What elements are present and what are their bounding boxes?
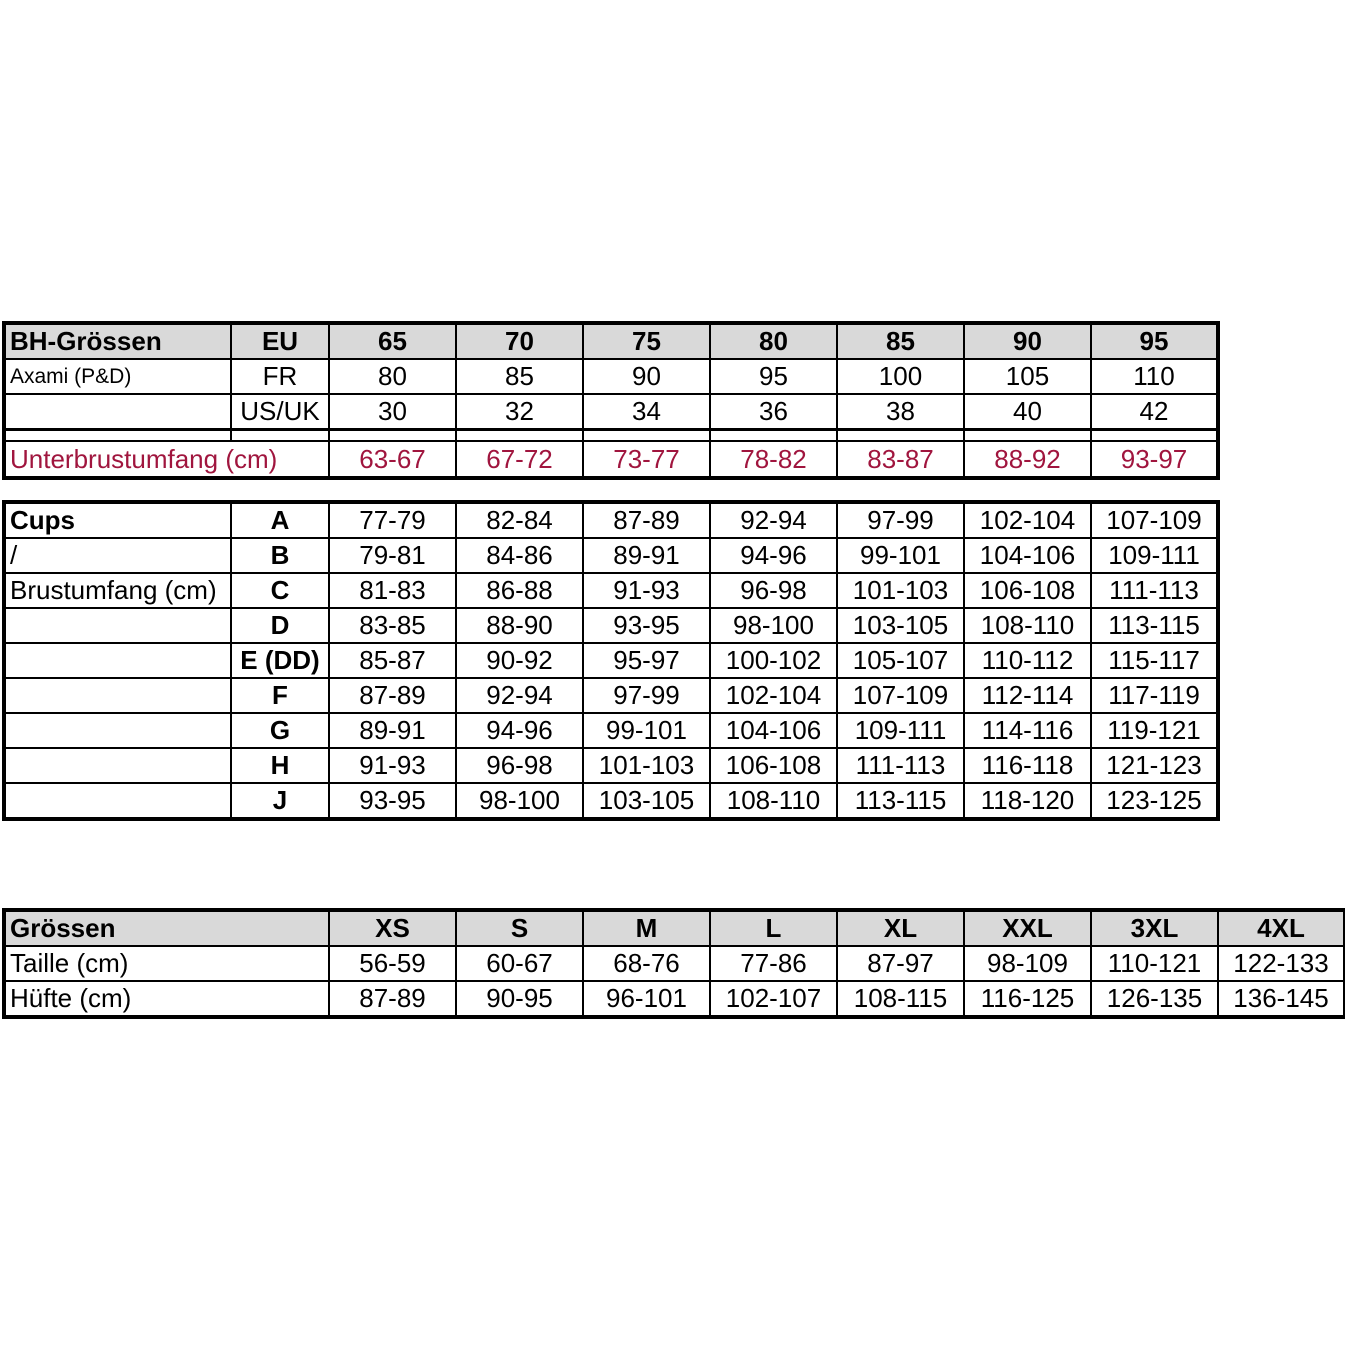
bust-range-cell: 115-117: [1091, 643, 1218, 678]
bust-range-cell: 91-93: [583, 573, 710, 608]
cup-label: F: [231, 678, 329, 713]
underbust-cell: 78-82: [710, 441, 837, 478]
table-row: [4, 678, 1218, 713]
bust-range-cell: 98-100: [456, 783, 583, 819]
underbust-cell: 63-67: [329, 441, 456, 478]
bust-range-cell: 104-106: [710, 713, 837, 748]
bust-range-cell: 103-105: [583, 783, 710, 819]
bust-range-cell: 84-86: [456, 538, 583, 573]
table-row: [4, 713, 1218, 748]
measure-cell: 116-125: [964, 981, 1091, 1017]
size-cell: 4XL: [1218, 910, 1345, 946]
bust-range-cell: 101-103: [837, 573, 964, 608]
cup-label: C: [231, 573, 329, 608]
bust-range-cell: 116-118: [964, 748, 1091, 783]
bust-range-cell: 102-104: [710, 678, 837, 713]
spacer-row: [4, 430, 1218, 442]
bust-range-cell: 82-84: [456, 502, 583, 538]
size-cell: 70: [456, 323, 583, 359]
bust-range-cell: 108-110: [710, 783, 837, 819]
bust-range-cell: 105-107: [837, 643, 964, 678]
underbust-cell: 93-97: [1091, 441, 1218, 478]
table-row: [4, 573, 1218, 608]
bust-range-cell: 111-113: [837, 748, 964, 783]
row-label: [4, 783, 231, 819]
bust-range-cell: 91-93: [329, 748, 456, 783]
bust-range-cell: 108-110: [964, 608, 1091, 643]
table-row: [4, 783, 1218, 819]
size-cell: 95: [1091, 323, 1218, 359]
row-label: Brustumfang (cm): [4, 573, 231, 608]
measure-cell: 77-86: [710, 946, 837, 981]
row-label: Cups: [4, 502, 231, 538]
bust-range-cell: 107-109: [1091, 502, 1218, 538]
size-cell: 95: [710, 359, 837, 394]
bust-range-cell: 104-106: [964, 538, 1091, 573]
us-uk-size-row: [4, 394, 1218, 430]
cup-label: J: [231, 783, 329, 819]
measure-cell: 87-97: [837, 946, 964, 981]
bust-range-cell: 118-120: [964, 783, 1091, 819]
bust-range-cell: 93-95: [583, 608, 710, 643]
bust-range-cell: 92-94: [456, 678, 583, 713]
cup-label: E (DD): [231, 643, 329, 678]
table-row: [4, 946, 1345, 981]
size-cell: 42: [1091, 394, 1218, 430]
table-row: [4, 608, 1218, 643]
table-row: [4, 981, 1345, 1017]
underbust-cell: 83-87: [837, 441, 964, 478]
measure-cell: 96-101: [583, 981, 710, 1017]
size-cell: 90: [964, 323, 1091, 359]
underbust-cell: 67-72: [456, 441, 583, 478]
size-cell: XS: [329, 910, 456, 946]
system-label: US/UK: [231, 394, 329, 430]
cup-size-table: [2, 500, 1220, 821]
size-cell: XXL: [964, 910, 1091, 946]
bust-range-cell: 95-97: [583, 643, 710, 678]
row-label: Taille (cm): [4, 946, 329, 981]
fr-size-row: [4, 359, 1218, 394]
bust-range-cell: 106-108: [710, 748, 837, 783]
row-label: [4, 713, 231, 748]
eu-size-row: [4, 323, 1218, 359]
bust-range-cell: 117-119: [1091, 678, 1218, 713]
bust-range-cell: 77-79: [329, 502, 456, 538]
row-label: [4, 608, 231, 643]
underbust-cell: 88-92: [964, 441, 1091, 478]
table-title: Grössen: [4, 910, 329, 946]
measure-cell: 56-59: [329, 946, 456, 981]
bust-range-cell: 90-92: [456, 643, 583, 678]
bust-range-cell: 99-101: [583, 713, 710, 748]
bust-range-cell: 106-108: [964, 573, 1091, 608]
bust-range-cell: 114-116: [964, 713, 1091, 748]
bust-range-cell: 83-85: [329, 608, 456, 643]
cup-label: D: [231, 608, 329, 643]
underbust-label: Unterbrustumfang (cm): [4, 441, 329, 478]
bust-range-cell: 123-125: [1091, 783, 1218, 819]
system-label: FR: [231, 359, 329, 394]
size-cell: 65: [329, 323, 456, 359]
size-cell: 85: [456, 359, 583, 394]
cup-label: G: [231, 713, 329, 748]
size-cell: 80: [710, 323, 837, 359]
bust-range-cell: 103-105: [837, 608, 964, 643]
bust-range-cell: 113-115: [837, 783, 964, 819]
bust-range-cell: 113-115: [1091, 608, 1218, 643]
bust-range-cell: 81-83: [329, 573, 456, 608]
bust-range-cell: 79-81: [329, 538, 456, 573]
size-cell: S: [456, 910, 583, 946]
underbust-cell: 73-77: [583, 441, 710, 478]
row-label: [4, 748, 231, 783]
size-cell: 90: [583, 359, 710, 394]
measure-cell: 108-115: [837, 981, 964, 1017]
bust-range-cell: 99-101: [837, 538, 964, 573]
bust-range-cell: 101-103: [583, 748, 710, 783]
row-label: Axami (P&D): [4, 359, 231, 394]
bust-range-cell: 107-109: [837, 678, 964, 713]
row-label: [4, 643, 231, 678]
size-cell: 3XL: [1091, 910, 1218, 946]
bust-range-cell: 96-98: [710, 573, 837, 608]
size-cell: 85: [837, 323, 964, 359]
size-cell: 105: [964, 359, 1091, 394]
measure-cell: 90-95: [456, 981, 583, 1017]
row-label: /: [4, 538, 231, 573]
row-label: [4, 678, 231, 713]
bust-range-cell: 100-102: [710, 643, 837, 678]
table-row: [4, 748, 1218, 783]
measure-cell: 60-67: [456, 946, 583, 981]
bust-range-cell: 89-91: [583, 538, 710, 573]
bust-range-cell: 109-111: [837, 713, 964, 748]
size-cell: 80: [329, 359, 456, 394]
bust-range-cell: 121-123: [1091, 748, 1218, 783]
size-cell: M: [583, 910, 710, 946]
bust-range-cell: 98-100: [710, 608, 837, 643]
bra-size-table: [2, 321, 1220, 480]
table-row: [4, 643, 1218, 678]
size-cell: 110: [1091, 359, 1218, 394]
bust-range-cell: 112-114: [964, 678, 1091, 713]
cup-label: B: [231, 538, 329, 573]
measure-cell: 98-109: [964, 946, 1091, 981]
table-row: [4, 502, 1218, 538]
bust-range-cell: 96-98: [456, 748, 583, 783]
garment-size-table: [2, 908, 1345, 1019]
measure-cell: 110-121: [1091, 946, 1218, 981]
bust-range-cell: 109-111: [1091, 538, 1218, 573]
bust-range-cell: 87-89: [329, 678, 456, 713]
size-cell: 40: [964, 394, 1091, 430]
cup-label: A: [231, 502, 329, 538]
system-label: EU: [231, 323, 329, 359]
measure-cell: 102-107: [710, 981, 837, 1017]
bust-range-cell: 110-112: [964, 643, 1091, 678]
bust-range-cell: 94-96: [456, 713, 583, 748]
table-title: BH-Grössen: [4, 323, 231, 359]
size-cell: 100: [837, 359, 964, 394]
row-label: Hüfte (cm): [4, 981, 329, 1017]
size-cell: 38: [837, 394, 964, 430]
row-label: [4, 394, 231, 430]
size-cell: 30: [329, 394, 456, 430]
bust-range-cell: 86-88: [456, 573, 583, 608]
bust-range-cell: 119-121: [1091, 713, 1218, 748]
size-cell: 75: [583, 323, 710, 359]
measure-cell: 136-145: [1218, 981, 1345, 1017]
underbust-row: [4, 441, 1218, 478]
bust-range-cell: 94-96: [710, 538, 837, 573]
cup-label: H: [231, 748, 329, 783]
bust-range-cell: 87-89: [583, 502, 710, 538]
bust-range-cell: 111-113: [1091, 573, 1218, 608]
table-row: [4, 538, 1218, 573]
size-cell: 36: [710, 394, 837, 430]
measure-cell: 126-135: [1091, 981, 1218, 1017]
measure-cell: 68-76: [583, 946, 710, 981]
bust-range-cell: 88-90: [456, 608, 583, 643]
bust-range-cell: 92-94: [710, 502, 837, 538]
bust-range-cell: 97-99: [837, 502, 964, 538]
bust-range-cell: 93-95: [329, 783, 456, 819]
bust-range-cell: 97-99: [583, 678, 710, 713]
size-header-row: [4, 910, 1345, 946]
size-cell: 32: [456, 394, 583, 430]
bust-range-cell: 85-87: [329, 643, 456, 678]
size-cell: XL: [837, 910, 964, 946]
bust-range-cell: 102-104: [964, 502, 1091, 538]
bust-range-cell: 89-91: [329, 713, 456, 748]
size-cell: 34: [583, 394, 710, 430]
size-cell: L: [710, 910, 837, 946]
measure-cell: 87-89: [329, 981, 456, 1017]
measure-cell: 122-133: [1218, 946, 1345, 981]
